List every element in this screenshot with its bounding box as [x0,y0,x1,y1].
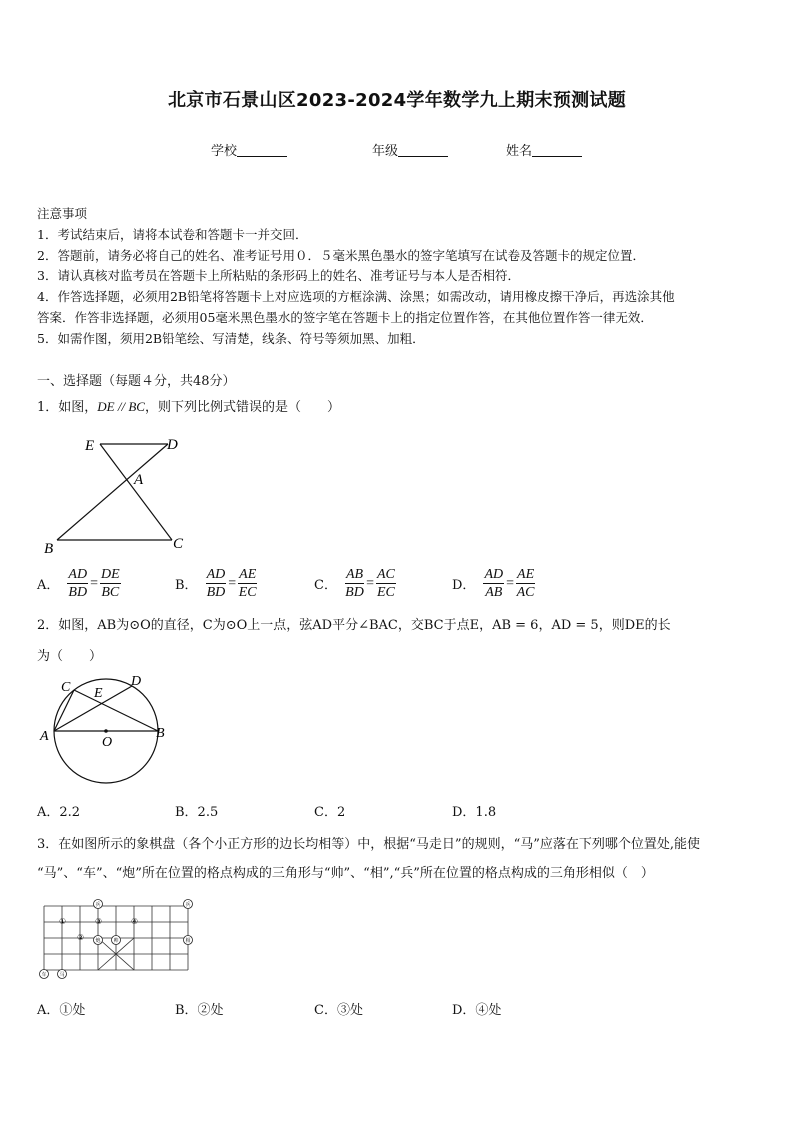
q3-option-d[interactable]: D．④处 [452,1003,502,1018]
marker-3: ③ [95,917,103,926]
q2-option-b[interactable]: B．2.5 [175,805,219,820]
piece-bing-1-icon [94,900,103,909]
option-label: A． [37,578,60,593]
label-d: D [131,674,142,689]
svg-text:马: 马 [59,971,65,978]
name-field [506,140,582,159]
q2-option-c[interactable]: C．2 [314,805,346,820]
q1-prefix: 1．如图， [37,400,98,415]
fraction-denominator: EC [376,585,395,600]
name-blank [532,144,582,157]
label-c: C [173,536,184,552]
q1-suffix: ，则下列比例式错误的是（ ） [144,400,340,415]
question-2-stem-cont: 为（ ） [37,649,103,664]
question-3-stem-cont: “马”、“车”、“炮”所在位置的格点构成的三角形与“帅”、“相”,“兵”所在位置的格点构成的三角形相似（ ） [37,866,654,881]
q1-figure [40,432,200,557]
segment-db [57,444,168,540]
fraction-numerator: AE [517,567,535,582]
q3-option-c[interactable]: C．③处 [314,1003,363,1018]
label-a: A [134,472,144,488]
q1-option-b[interactable]: B． $\frac{AD}{BD}$ = $\frac{AE}{EC}$ [175,567,257,600]
q3-option-b[interactable]: B．②处 [175,1003,224,1018]
piece-ma-icon [58,970,67,979]
grade-field [372,140,448,159]
fraction-numerator: AC [376,567,395,582]
svg-text:帅: 帅 [113,937,119,944]
piece-che-icon [40,970,49,979]
fraction-numerator: AD [484,567,504,582]
notice-item: 5．如需作图，须用2B铅笔绘、写清楚，线条、符号等须加黑、加粗． [37,331,425,346]
chord-cb [74,690,158,731]
school-field [211,140,287,159]
piece-xiang-icon [184,936,193,945]
option-label: D． [452,578,476,593]
label-o: O [102,735,113,750]
piece-pao-icon [94,936,103,945]
fraction-numerator: AD [68,567,88,582]
svg-text:兵: 兵 [185,901,191,908]
q1-math: DE // BC [97,399,145,414]
label-e: E [94,686,103,701]
q3-chessboard [36,896,196,984]
notice-item: 1．考试结束后，请将本试卷和答题卡一并交回． [37,227,308,242]
fraction-numerator: AD [206,567,226,582]
piece-shuai-icon [112,936,121,945]
notice-item: 3．请认真核对监考员在答题卡上所粘贴的条形码上的姓名、准考证号与本人是否相符． [37,268,520,283]
page-title: 北京市石景山区2023-2024学年数学九上期末预测试题 [167,90,627,111]
q1-option-d[interactable]: D． $\frac{AD}{AB}$ = $\frac{AE}{AC}$ [452,567,535,600]
label-e: E [85,438,95,454]
question-2-stem: 2．如图，AB为⊙O的直径，C为⊙O上一点，弦AD平分∠BAC，交BC于点E，AB = 6，AD = 5，则DE的长 [37,618,671,633]
section-heading: 一、选择题（每题４分，共48分） [37,374,236,389]
label-d: D [167,437,178,453]
label-a: A [40,729,49,744]
marker-1: ① [59,917,67,926]
label-b: B [44,541,54,557]
question-1-stem [37,396,340,415]
svg-text:炮: 炮 [95,937,101,944]
q2-figure [36,670,176,790]
fraction-denominator: BD [68,585,88,600]
segment-ec [100,444,172,540]
label-b: B [156,726,165,741]
center-point [104,729,108,733]
fraction-denominator: BD [206,585,226,600]
fraction-numerator: AE [239,567,257,582]
question-3-stem: 3．在如图所示的象棋盘（各个小正方形的边长均相等）中，根据“马走日”的规则，“马”应落在下列哪个位置处,能使 [37,837,700,852]
grade-blank [398,144,448,157]
grade-label: 年级 [372,144,399,159]
svg-text:车: 车 [41,971,47,978]
fraction-numerator: AB [345,567,364,582]
label-c: C [61,680,71,695]
marker-2: ② [77,933,85,942]
notice-item: 答案．作答非选择题，必须用05毫米黑色墨水的签字笔在答题卡上的指定位置作答，在其他位置作答一律无效． [37,310,653,325]
option-label: B． [175,578,198,593]
fraction-denominator: BD [345,585,364,600]
school-label: 学校 [211,144,238,159]
name-label: 姓名 [506,144,533,159]
fraction-denominator: EC [238,585,257,600]
fraction-numerator: DE [100,567,120,582]
marker-4: ④ [131,917,139,926]
fraction-denominator: AB [485,585,503,600]
notice-item: 4．作答选择题，必须用2B铅笔将答题卡上对应选项的方框涂满、涂黑；如需改动，请用橡皮擦干净后，再选涂其他 [37,289,675,304]
piece-bing-2-icon [184,900,193,909]
notice-item: 2．答题前，请务必将自己的姓名、准考证号用０．５毫米黑色墨水的签字笔填写在试卷及答题卡的规定位置． [37,248,645,263]
q2-option-a[interactable]: A．2.2 [37,805,81,820]
fraction-denominator: BC [101,585,120,600]
notice-heading: 注意事项 [37,206,88,221]
option-label: C． [314,578,337,593]
q1-option-a[interactable]: A． $\frac{AD}{BD}$ = $\frac{DE}{BC}$ [37,567,120,600]
fraction-denominator: AC [516,585,535,600]
school-blank [237,144,287,157]
q2-option-d[interactable]: D．1.8 [452,805,497,820]
svg-text:兵: 兵 [95,901,101,908]
q3-option-a[interactable]: A．①处 [37,1003,86,1018]
svg-text:相: 相 [185,937,191,944]
q1-option-c[interactable]: C． $\frac{AB}{BD}$ = $\frac{AC}{EC}$ [314,567,395,600]
